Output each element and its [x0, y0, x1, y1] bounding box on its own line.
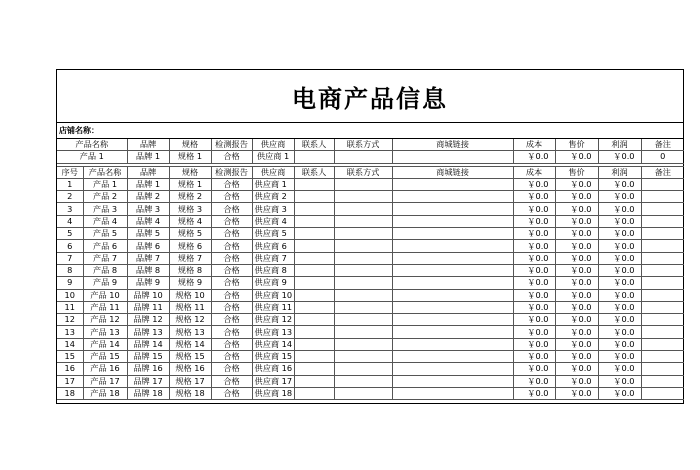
table-cell[interactable]: 合格 [211, 215, 252, 227]
table-cell[interactable]: 品牌 11 [127, 301, 169, 313]
table-cell[interactable] [334, 277, 392, 289]
table-cell[interactable]: ￥0.0 [598, 375, 641, 387]
table-cell[interactable]: ￥0.0 [555, 326, 598, 338]
table-cell[interactable] [392, 351, 513, 363]
table-cell[interactable]: ￥0.0 [513, 203, 555, 215]
table-cell[interactable]: ￥0.0 [513, 289, 555, 301]
summary-header-cell[interactable]: 联系人 [294, 139, 334, 151]
detail-header-cell[interactable]: 联系方式 [334, 166, 392, 178]
table-cell[interactable]: ￥0.0 [555, 351, 598, 363]
table-cell[interactable] [294, 240, 334, 252]
table-cell[interactable] [641, 375, 684, 387]
table-cell[interactable]: 品牌 2 [127, 191, 169, 203]
table-cell[interactable]: ￥0.0 [513, 375, 555, 387]
summary-cell[interactable]: ￥0.0 [555, 151, 598, 163]
summary-header-cell[interactable]: 商城链接 [392, 139, 513, 151]
table-cell[interactable] [392, 375, 513, 387]
spreadsheet-sheet [56, 69, 684, 404]
table-cell[interactable] [392, 363, 513, 375]
summary-cell[interactable]: ￥0.0 [513, 151, 555, 163]
table-row [57, 289, 684, 301]
table-cell[interactable] [294, 301, 334, 313]
table-cell[interactable] [334, 387, 392, 399]
table-cell[interactable] [641, 277, 684, 289]
table-cell[interactable] [392, 387, 513, 399]
shop-name-label: 店铺名称： [59, 126, 99, 135]
table-cell[interactable]: 5 [57, 228, 83, 240]
table-cell[interactable]: ￥0.0 [555, 375, 598, 387]
table-cell[interactable]: 产品 8 [83, 264, 127, 276]
table-cell[interactable] [334, 301, 392, 313]
table-cell[interactable] [334, 203, 392, 215]
summary-header-cell[interactable]: 售价 [555, 139, 598, 151]
table-cell[interactable]: ￥0.0 [598, 178, 641, 190]
table-cell[interactable]: 品牌 7 [127, 252, 169, 264]
detail-header-cell[interactable]: 利润 [598, 166, 641, 178]
table-cell[interactable]: 12 [57, 314, 83, 326]
table-cell[interactable]: 规格 2 [169, 191, 211, 203]
table-cell[interactable]: 品牌 18 [127, 387, 169, 399]
table-cell[interactable]: 供应商 5 [252, 228, 294, 240]
table-cell[interactable]: 产品 13 [83, 326, 127, 338]
table-cell[interactable]: 16 [57, 363, 83, 375]
table-cell[interactable]: 品牌 13 [127, 326, 169, 338]
table-cell[interactable]: 合格 [211, 338, 252, 350]
table-cell[interactable]: ￥0.0 [598, 252, 641, 264]
summary-header-row [57, 139, 684, 151]
table-cell[interactable]: ￥0.0 [513, 252, 555, 264]
table-cell[interactable]: 产品 1 [83, 178, 127, 190]
table-cell[interactable]: 供应商 12 [252, 314, 294, 326]
table-row [57, 375, 684, 387]
title-cell[interactable] [57, 70, 683, 123]
table-cell[interactable]: 品牌 15 [127, 351, 169, 363]
table-cell[interactable]: 供应商 17 [252, 375, 294, 387]
table-cell[interactable]: 产品 2 [83, 191, 127, 203]
table-cell[interactable]: 产品 6 [83, 240, 127, 252]
summary-cell[interactable]: ￥0.0 [598, 151, 641, 163]
table-cell[interactable]: ￥0.0 [555, 191, 598, 203]
table-cell[interactable]: 产品 9 [83, 277, 127, 289]
table-cell[interactable]: ￥0.0 [598, 228, 641, 240]
table-cell[interactable]: 合格 [211, 363, 252, 375]
table-cell[interactable]: 品牌 5 [127, 228, 169, 240]
table-cell[interactable]: ￥0.0 [598, 264, 641, 276]
summary-header-cell[interactable]: 品牌 [127, 139, 169, 151]
detail-header-cell[interactable]: 成本 [513, 166, 555, 178]
table-cell[interactable] [392, 178, 513, 190]
table-cell[interactable] [641, 178, 684, 190]
table-cell[interactable] [334, 240, 392, 252]
table-cell[interactable] [334, 252, 392, 264]
table-cell[interactable] [392, 191, 513, 203]
table-cell[interactable]: 9 [57, 277, 83, 289]
table-cell[interactable] [294, 228, 334, 240]
summary-cell[interactable] [294, 151, 334, 163]
detail-header-cell[interactable]: 联系人 [294, 166, 334, 178]
table-cell[interactable] [641, 252, 684, 264]
table-cell[interactable] [641, 203, 684, 215]
table-cell[interactable]: ￥0.0 [555, 228, 598, 240]
table-cell[interactable]: 品牌 14 [127, 338, 169, 350]
table-cell[interactable]: 品牌 3 [127, 203, 169, 215]
detail-header-cell[interactable]: 规格 [169, 166, 211, 178]
table-cell[interactable]: 合格 [211, 228, 252, 240]
table-cell[interactable]: 合格 [211, 301, 252, 313]
table-row [57, 338, 684, 350]
table-cell[interactable] [294, 375, 334, 387]
table-cell[interactable]: ￥0.0 [513, 338, 555, 350]
table-cell[interactable]: 产品 15 [83, 351, 127, 363]
summary-header-cell[interactable]: 产品名称 [57, 139, 127, 151]
summary-cell[interactable] [392, 151, 513, 163]
table-cell[interactable] [392, 203, 513, 215]
table-cell[interactable]: 规格 8 [169, 264, 211, 276]
table-cell[interactable]: 供应商 3 [252, 203, 294, 215]
summary-header-cell[interactable]: 成本 [513, 139, 555, 151]
table-cell[interactable] [334, 375, 392, 387]
table-cell[interactable] [334, 215, 392, 227]
table-row [57, 215, 684, 227]
table-cell[interactable] [392, 338, 513, 350]
table-cell[interactable]: ￥0.0 [513, 314, 555, 326]
table-cell[interactable]: ￥0.0 [513, 178, 555, 190]
table-cell[interactable] [294, 178, 334, 190]
table-cell[interactable] [392, 228, 513, 240]
table-cell[interactable] [334, 289, 392, 301]
summary-header-cell[interactable]: 利润 [598, 139, 641, 151]
table-cell[interactable]: ￥0.0 [513, 351, 555, 363]
summary-header-cell[interactable]: 检测报告 [211, 139, 252, 151]
table-cell[interactable] [392, 301, 513, 313]
detail-header-cell[interactable]: 备注 [641, 166, 684, 178]
table-cell[interactable]: 品牌 10 [127, 289, 169, 301]
table-cell[interactable] [641, 363, 684, 375]
summary-header-cell[interactable]: 供应商 [252, 139, 294, 151]
detail-header-cell[interactable]: 售价 [555, 166, 598, 178]
table-cell[interactable] [334, 351, 392, 363]
table-cell[interactable]: 供应商 8 [252, 264, 294, 276]
table-row [57, 277, 684, 289]
table-cell[interactable]: ￥0.0 [598, 326, 641, 338]
table-cell[interactable]: 产品 17 [83, 375, 127, 387]
table-cell[interactable] [641, 338, 684, 350]
table-cell[interactable]: ￥0.0 [598, 351, 641, 363]
table-cell[interactable]: ￥0.0 [598, 387, 641, 399]
table-cell[interactable]: ￥0.0 [555, 203, 598, 215]
table-cell[interactable]: ￥0.0 [555, 363, 598, 375]
table-cell[interactable] [334, 314, 392, 326]
table-cell[interactable] [334, 228, 392, 240]
table-cell[interactable]: ￥0.0 [513, 191, 555, 203]
summary-header-cell[interactable]: 备注 [641, 139, 684, 151]
table-cell[interactable]: 合格 [211, 178, 252, 190]
table-cell[interactable] [641, 264, 684, 276]
table-cell[interactable] [334, 363, 392, 375]
table-cell[interactable]: 品牌 1 [127, 178, 169, 190]
table-row [57, 203, 684, 215]
table-cell[interactable]: 产品 4 [83, 215, 127, 227]
table-cell[interactable] [641, 240, 684, 252]
table-cell[interactable]: 规格 15 [169, 351, 211, 363]
table-cell[interactable]: 供应商 11 [252, 301, 294, 313]
summary-cell[interactable]: 合格 [211, 151, 252, 163]
table-cell[interactable]: 1 [57, 178, 83, 190]
table-cell[interactable]: 供应商 9 [252, 277, 294, 289]
summary-cell[interactable]: 供应商 1 [252, 151, 294, 163]
table-cell[interactable]: 供应商 15 [252, 351, 294, 363]
table-cell[interactable]: 18 [57, 387, 83, 399]
table-cell[interactable]: 规格 10 [169, 289, 211, 301]
table-cell[interactable]: 产品 11 [83, 301, 127, 313]
table-cell[interactable]: ￥0.0 [555, 215, 598, 227]
table-cell[interactable]: 供应商 13 [252, 326, 294, 338]
table-cell[interactable] [392, 314, 513, 326]
table-row [57, 178, 684, 190]
table-row [57, 326, 684, 338]
table-cell[interactable]: 供应商 6 [252, 240, 294, 252]
table-cell[interactable] [294, 191, 334, 203]
table-cell[interactable] [641, 351, 684, 363]
table-cell[interactable]: 合格 [211, 387, 252, 399]
table-cell[interactable]: 15 [57, 351, 83, 363]
table-cell[interactable]: ￥0.0 [555, 277, 598, 289]
table-cell[interactable]: ￥0.0 [555, 252, 598, 264]
table-cell[interactable]: 供应商 7 [252, 252, 294, 264]
table-cell[interactable]: 合格 [211, 191, 252, 203]
table-cell[interactable]: 合格 [211, 203, 252, 215]
table-cell[interactable] [294, 277, 334, 289]
table-cell[interactable]: ￥0.0 [513, 240, 555, 252]
table-cell[interactable] [641, 228, 684, 240]
table-cell[interactable] [334, 326, 392, 338]
table-cell[interactable]: 品牌 8 [127, 264, 169, 276]
table-cell[interactable]: 3 [57, 203, 83, 215]
table-cell[interactable]: 6 [57, 240, 83, 252]
table-cell[interactable]: 4 [57, 215, 83, 227]
table-cell[interactable]: 品牌 17 [127, 375, 169, 387]
table-cell[interactable] [392, 289, 513, 301]
table-cell[interactable]: 7 [57, 252, 83, 264]
table-cell[interactable] [294, 326, 334, 338]
table-cell[interactable]: ￥0.0 [513, 215, 555, 227]
table-cell[interactable]: 规格 16 [169, 363, 211, 375]
table-cell[interactable]: ￥0.0 [598, 363, 641, 375]
table-cell[interactable] [641, 314, 684, 326]
table-cell[interactable] [641, 387, 684, 399]
table-cell[interactable]: ￥0.0 [555, 338, 598, 350]
table-cell[interactable] [294, 338, 334, 350]
table-cell[interactable]: 规格 3 [169, 203, 211, 215]
table-cell[interactable] [334, 191, 392, 203]
detail-header-cell[interactable]: 品牌 [127, 166, 169, 178]
table-cell[interactable] [392, 264, 513, 276]
table-cell[interactable]: 产品 10 [83, 289, 127, 301]
summary-cell[interactable]: 规格 1 [169, 151, 211, 163]
table-cell[interactable]: 供应商 4 [252, 215, 294, 227]
table-cell[interactable]: 合格 [211, 240, 252, 252]
table-cell[interactable]: 品牌 12 [127, 314, 169, 326]
table-cell[interactable]: 品牌 9 [127, 277, 169, 289]
table-row [57, 264, 684, 276]
table-cell[interactable] [392, 240, 513, 252]
summary-cell[interactable]: 产品 1 [57, 151, 127, 163]
table-cell[interactable]: ￥0.0 [513, 363, 555, 375]
table-cell[interactable]: ￥0.0 [555, 178, 598, 190]
table-cell[interactable] [641, 215, 684, 227]
detail-header-cell[interactable]: 检测报告 [211, 166, 252, 178]
table-cell[interactable]: ￥0.0 [598, 314, 641, 326]
table-cell[interactable]: 产品 16 [83, 363, 127, 375]
table-cell[interactable] [392, 277, 513, 289]
table-row [57, 228, 684, 240]
table-cell[interactable]: 合格 [211, 252, 252, 264]
table-cell[interactable]: ￥0.0 [555, 314, 598, 326]
table-cell[interactable]: 供应商 16 [252, 363, 294, 375]
table-row [57, 191, 684, 203]
table-cell[interactable] [294, 387, 334, 399]
table-cell[interactable]: ￥0.0 [555, 301, 598, 313]
table-cell[interactable]: 规格 4 [169, 215, 211, 227]
table-cell[interactable]: ￥0.0 [513, 301, 555, 313]
table-cell[interactable]: 供应商 2 [252, 191, 294, 203]
detail-header-cell[interactable]: 序号 [57, 166, 83, 178]
table-cell[interactable]: 产品 7 [83, 252, 127, 264]
table-row [57, 363, 684, 375]
table-row [57, 351, 684, 363]
table-cell[interactable] [641, 191, 684, 203]
table-cell[interactable]: 规格 11 [169, 301, 211, 313]
table-cell[interactable]: 品牌 6 [127, 240, 169, 252]
table-cell[interactable]: 规格 1 [169, 178, 211, 190]
table-cell[interactable]: ￥0.0 [598, 203, 641, 215]
table-cell[interactable]: ￥0.0 [598, 338, 641, 350]
table-cell[interactable]: 8 [57, 264, 83, 276]
table-row [57, 240, 684, 252]
table-cell[interactable]: 17 [57, 375, 83, 387]
table-cell[interactable]: 品牌 16 [127, 363, 169, 375]
table-cell[interactable]: 规格 14 [169, 338, 211, 350]
table-cell[interactable]: ￥0.0 [555, 264, 598, 276]
table-cell[interactable]: ￥0.0 [513, 387, 555, 399]
table-cell[interactable]: 规格 9 [169, 277, 211, 289]
shop-name-cell[interactable] [57, 123, 683, 139]
summary-header-cell[interactable]: 规格 [169, 139, 211, 151]
table-row [57, 252, 684, 264]
table-cell[interactable]: 供应商 18 [252, 387, 294, 399]
table-cell[interactable]: 产品 14 [83, 338, 127, 350]
table-cell[interactable] [334, 178, 392, 190]
table-cell[interactable]: 产品 5 [83, 228, 127, 240]
table-row [57, 387, 684, 399]
table-cell[interactable]: ￥0.0 [598, 277, 641, 289]
table-cell[interactable]: ￥0.0 [598, 240, 641, 252]
table-cell[interactable]: 产品 12 [83, 314, 127, 326]
table-cell[interactable]: ￥0.0 [513, 277, 555, 289]
summary-header-cell[interactable]: 联系方式 [334, 139, 392, 151]
table-cell[interactable]: ￥0.0 [555, 387, 598, 399]
table-cell[interactable]: 合格 [211, 277, 252, 289]
table-cell[interactable]: 合格 [211, 375, 252, 387]
table-cell[interactable]: 供应商 14 [252, 338, 294, 350]
table-cell[interactable]: 供应商 1 [252, 178, 294, 190]
table-cell[interactable]: 规格 17 [169, 375, 211, 387]
table-cell[interactable]: 合格 [211, 326, 252, 338]
table-row [57, 301, 684, 313]
table-cell[interactable]: ￥0.0 [513, 326, 555, 338]
table-cell[interactable]: 品牌 4 [127, 215, 169, 227]
summary-row [57, 151, 684, 163]
page-title: 电商产品信息 [292, 84, 448, 113]
table-cell[interactable]: 规格 18 [169, 387, 211, 399]
table-cell[interactable]: 供应商 10 [252, 289, 294, 301]
table-cell[interactable] [334, 264, 392, 276]
table-cell[interactable] [294, 264, 334, 276]
table-cell[interactable]: ￥0.0 [555, 289, 598, 301]
table-cell[interactable] [392, 252, 513, 264]
table-cell[interactable]: 规格 12 [169, 314, 211, 326]
product-table [57, 139, 684, 400]
table-cell[interactable]: 11 [57, 301, 83, 313]
table-cell[interactable]: 产品 18 [83, 387, 127, 399]
detail-header-cell[interactable]: 商城链接 [392, 166, 513, 178]
detail-header-cell[interactable]: 供应商 [252, 166, 294, 178]
table-cell[interactable] [392, 326, 513, 338]
table-cell[interactable] [294, 314, 334, 326]
table-cell[interactable]: ￥0.0 [513, 264, 555, 276]
table-cell[interactable]: 规格 7 [169, 252, 211, 264]
summary-cell[interactable] [334, 151, 392, 163]
table-cell[interactable] [294, 363, 334, 375]
table-cell[interactable]: 13 [57, 326, 83, 338]
detail-header-row [57, 166, 684, 178]
table-cell[interactable]: 合格 [211, 314, 252, 326]
table-cell[interactable] [294, 215, 334, 227]
table-cell[interactable]: ￥0.0 [598, 191, 641, 203]
table-cell[interactable]: 2 [57, 191, 83, 203]
table-cell[interactable]: 规格 6 [169, 240, 211, 252]
table-cell[interactable] [334, 338, 392, 350]
table-row [57, 314, 684, 326]
table-cell[interactable] [641, 289, 684, 301]
table-cell[interactable]: ￥0.0 [598, 301, 641, 313]
table-cell[interactable]: 合格 [211, 351, 252, 363]
table-cell[interactable] [641, 301, 684, 313]
table-cell[interactable] [294, 252, 334, 264]
detail-header-cell[interactable]: 产品名称 [83, 166, 127, 178]
summary-cell[interactable]: 0 [641, 151, 684, 163]
table-cell[interactable]: 规格 13 [169, 326, 211, 338]
table-cell[interactable] [294, 351, 334, 363]
table-cell[interactable]: 10 [57, 289, 83, 301]
table-cell[interactable]: 合格 [211, 264, 252, 276]
table-cell[interactable]: ￥0.0 [555, 240, 598, 252]
summary-cell[interactable]: 品牌 1 [127, 151, 169, 163]
table-cell[interactable]: ￥0.0 [513, 228, 555, 240]
table-cell[interactable]: ￥0.0 [598, 289, 641, 301]
table-cell[interactable]: 14 [57, 338, 83, 350]
table-cell[interactable] [294, 289, 334, 301]
table-cell[interactable] [294, 203, 334, 215]
table-cell[interactable] [392, 215, 513, 227]
table-cell[interactable]: 产品 3 [83, 203, 127, 215]
table-cell[interactable]: 合格 [211, 289, 252, 301]
table-cell[interactable]: ￥0.0 [598, 215, 641, 227]
table-cell[interactable] [641, 326, 684, 338]
table-cell[interactable]: 规格 5 [169, 228, 211, 240]
